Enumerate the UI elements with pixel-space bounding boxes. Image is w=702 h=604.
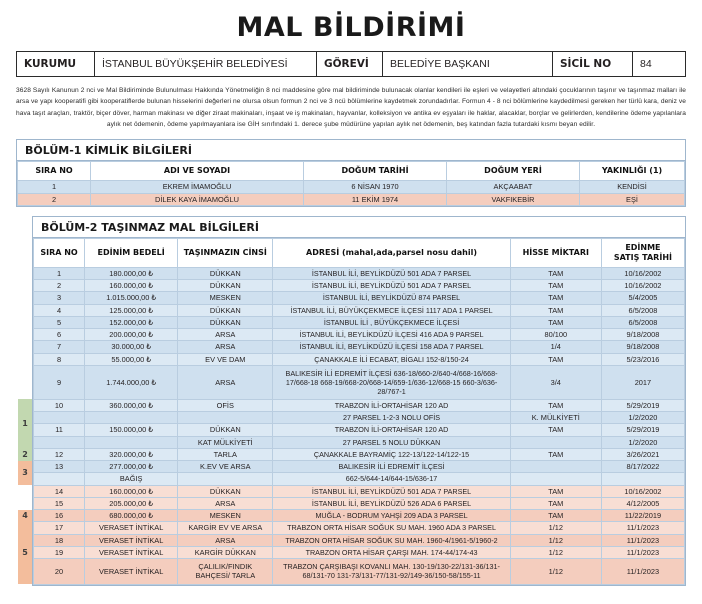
table-row xyxy=(34,304,685,316)
cell-tasinmazin-cinsi: DÜKKAN xyxy=(178,280,273,292)
cell-hisse-miktari: 3/4 xyxy=(510,365,601,399)
group-marker-label: 4 xyxy=(22,511,28,521)
page-title: MAL BİLDİRİMİ xyxy=(236,12,466,43)
kurumu-value: İSTANBUL BÜYÜKŞEHİR BELEDİYESİ xyxy=(95,52,317,76)
cell-hisse-miktari: 1/12 xyxy=(510,522,601,534)
cell-hisse-miktari: 1/4 xyxy=(510,341,601,353)
cell-yakinligi: EŞİ xyxy=(580,193,685,205)
cell-adresi: 27 PARSEL 5 NOLU DÜKKAN xyxy=(273,436,510,448)
group-marker-3 xyxy=(18,461,32,486)
table-row xyxy=(34,412,685,424)
cell-edinme-satis-tarihi: 6/5/2008 xyxy=(601,304,684,316)
table-row xyxy=(34,341,685,353)
cell-edinim-bedeli: 360.000,00 ₺ xyxy=(85,399,178,411)
group-marker-1 xyxy=(18,399,32,448)
cell-tasinmazin-cinsi: DÜKKAN xyxy=(178,304,273,316)
cell-hisse-miktari: TAM xyxy=(510,292,601,304)
cell-edinme-satis-tarihi: 10/16/2002 xyxy=(601,280,684,292)
cell-dogum-tarihi: 11 EKİM 1974 xyxy=(304,193,447,205)
cell-yakinligi: KENDİSİ xyxy=(580,181,685,193)
group-marker-4 xyxy=(18,510,32,522)
cell-hisse-miktari: 1/12 xyxy=(510,559,601,585)
cell-adi-soyadi: EKREM İMAMOĞLU xyxy=(91,181,304,193)
table-row xyxy=(34,534,685,546)
cell-adresi: İSTANBUL İLİ, BEYLİKDÜZÜ 526 ADA 6 PARSEL xyxy=(273,497,510,509)
cell-tasinmazin-cinsi xyxy=(178,473,273,485)
cell-edinim-bedeli: 180.000,00 ₺ xyxy=(85,267,178,279)
group-marker-gutter xyxy=(16,216,32,586)
cell-adresi: İSTANBUL İLİ, BEYLİKDÜZÜ İLÇESİ 158 ADA 7 PARSEL xyxy=(273,341,510,353)
gorevi-label: GÖREVİ xyxy=(317,52,383,76)
column-header-adi-soyadi: ADI VE SOYADI xyxy=(91,162,304,181)
table-row xyxy=(34,280,685,292)
table-row xyxy=(34,546,685,558)
section-2-table xyxy=(33,238,685,585)
table-row xyxy=(34,510,685,522)
group-marker-label: 3 xyxy=(22,468,28,478)
group-marker-5 xyxy=(18,522,32,584)
cell-adresi: 27 PARSEL 1-2-3 NOLU OFİS xyxy=(273,412,510,424)
table-header-row xyxy=(18,162,685,181)
cell-sira-no xyxy=(34,473,85,485)
cell-tasinmazin-cinsi: ARSA xyxy=(178,534,273,546)
cell-tasinmazin-cinsi: OFİS xyxy=(178,399,273,411)
group-marker-label: 5 xyxy=(22,548,28,558)
group-marker-label: 1 xyxy=(22,419,28,429)
edinme-line-2: SATIŞ TARİHİ xyxy=(613,252,672,262)
cell-edinim-bedeli: 680.000,00 ₺ xyxy=(85,510,178,522)
cell-tasinmazin-cinsi: KARGİR DÜKKAN xyxy=(178,546,273,558)
edinme-line-1: EDİNME xyxy=(625,242,661,252)
table-row xyxy=(34,497,685,509)
cell-dogum-tarihi: 6 NİSAN 1970 xyxy=(304,181,447,193)
sicil-no-value: 84 xyxy=(640,58,652,70)
cell-edinim-bedeli: 205.000,00 ₺ xyxy=(85,497,178,509)
cell-hisse-miktari: 80/100 xyxy=(510,329,601,341)
cell-edinim-bedeli: 1.015.000,00 ₺ xyxy=(85,292,178,304)
cell-tasinmazin-cinsi: MESKEN xyxy=(178,510,273,522)
cell-edinme-satis-tarihi: 10/16/2002 xyxy=(601,267,684,279)
cell-dogum-yeri: VAKFIKEBİR xyxy=(447,193,580,205)
cell-tasinmazin-cinsi: KAT MÜLKİYETİ xyxy=(178,436,273,448)
table-row xyxy=(34,448,685,460)
cell-hisse-miktari: TAM xyxy=(510,304,601,316)
section-1-table xyxy=(17,161,685,206)
legal-notice-paragraph: 3628 Sayılı Kanunun 2 nci ve Mal Bildiriminde Bulunulması Hakkında Yönetmeliğin 8 nci maddesine göre mal bildiriminde bulunacak olanlar kendileri ile eşleri ve velayetleri altındaki çocuklarının taşınır ve taşınmaz malları ile arsa ve yapı kooperatifi gibi kooperatiflerde bulunan hisselerini değerleri ne olursa olsun formun 2 nci ve 3 ncü bölümlerine kaydetmek zorundadırlar. Formun 4 - 8 nci bölümlerine kaydedilmesi gereken her türlü kara, deniz ve hava taşıt araçları, traktör, biçer döver, harman makinası ve diğer ziraat makinaları, inşaat ve iş makinaları, hayvanlar, kolleksiyon ve antika ev eşyaları ile haklar, alacaklar, borçlar ve gelirlerden, kendilerine ödeme yapılanlara aylık net ödemenin, ödeme yapılmayanlara ise GİH sınıfındaki 1. derece şube müdürüne yapılan aylık net ödemenin, beş katından fazla tutardaki kısmı beyan edilir. xyxy=(16,87,686,128)
cell-edinim-bedeli: 152.000,00 ₺ xyxy=(85,316,178,328)
cell-edinme-satis-tarihi: 5/4/2005 xyxy=(601,292,684,304)
cell-tasinmazin-cinsi: ARSA xyxy=(178,365,273,399)
cell-hisse-miktari: TAM xyxy=(510,280,601,292)
cell-edinme-satis-tarihi: 4/12/2005 xyxy=(601,497,684,509)
cell-edinim-bedeli: 125.000,00 ₺ xyxy=(85,304,178,316)
cell-edinim-bedeli: VERASET İNTİKAL xyxy=(85,559,178,585)
cell-edinim-bedeli: 160.000,00 ₺ xyxy=(85,485,178,497)
cell-tasinmazin-cinsi: ÇALILIK/FINDIK BAHÇESİ/ TARLA xyxy=(178,559,273,585)
cell-sira-no: 2 xyxy=(18,193,91,205)
column-header-yakinligi: YAKINLIĞI (1) xyxy=(580,162,685,181)
cell-adresi: ÇANAKKALE BAYRAMİÇ 122-13/122-14/122-15 xyxy=(273,448,510,460)
cell-tasinmazin-cinsi xyxy=(178,412,273,424)
cell-hisse-miktari: 1/12 xyxy=(510,546,601,558)
column-header-tasinmazin-cinsi: TAŞINMAZIN CİNSİ xyxy=(178,238,273,267)
group-marker-2 xyxy=(18,448,32,460)
cell-tasinmazin-cinsi: K.EV VE ARSA xyxy=(178,461,273,473)
section-2-property xyxy=(32,216,686,586)
table-row xyxy=(34,365,685,399)
column-header-edinim-bedeli: EDİNİM BEDELİ xyxy=(85,238,178,267)
cell-edinim-bedeli: 160.000,00 ₺ xyxy=(85,280,178,292)
cell-adresi: BALIKESİR İLİ EDREMİT İLÇESİ xyxy=(273,461,510,473)
cell-edinim-bedeli: 150.000,00 ₺ xyxy=(85,424,178,436)
cell-hisse-miktari: TAM xyxy=(510,424,601,436)
cell-hisse-miktari: 1/12 xyxy=(510,534,601,546)
cell-tasinmazin-cinsi: TARLA xyxy=(178,448,273,460)
cell-edinme-satis-tarihi: 3/26/2021 xyxy=(601,448,684,460)
cell-edinim-bedeli: 320.000,00 ₺ xyxy=(85,448,178,460)
cell-adresi: TRABZON ÇARŞIBAŞI KOVANLI MAH. 130-19/130-22/131-36/131-68/131-70 131-73/131-77/131-92/149-36/150-58/155-11 xyxy=(273,559,510,585)
cell-tasinmazin-cinsi: DÜKKAN xyxy=(178,424,273,436)
cell-edinme-satis-tarihi: 2017 xyxy=(601,365,684,399)
group-marker-label: 2 xyxy=(22,449,28,459)
cell-sira-no: 12 xyxy=(34,448,85,460)
cell-sira-no: 2 xyxy=(34,280,85,292)
sicil-no-label: SİCİL NO xyxy=(553,52,633,76)
table-row xyxy=(18,193,685,205)
table-row xyxy=(34,461,685,473)
cell-adresi: İSTANBUL İLİ, BEYLİKDÜZÜ 501 ADA 7 PARSEL xyxy=(273,267,510,279)
cell-adresi: TRABZON İLİ-ORTAHİSAR 120 AD xyxy=(273,424,510,436)
cell-edinim-bedeli: 55.000,00 ₺ xyxy=(85,353,178,365)
cell-tasinmazin-cinsi: DÜKKAN xyxy=(178,267,273,279)
table-row xyxy=(34,436,685,448)
cell-tasinmazin-cinsi: ARSA xyxy=(178,497,273,509)
column-header-hisse-miktari: HİSSE MİKTARI xyxy=(510,238,601,267)
cell-tasinmazin-cinsi: DÜKKAN xyxy=(178,316,273,328)
cell-adresi: İSTANBUL İLİ, BEYLİKDÜZÜ 501 ADA 7 PARSEL xyxy=(273,485,510,497)
cell-adresi: İSTANBUL İLİ, BEYLİKDÜZÜ 874 PARSEL xyxy=(273,292,510,304)
cell-sira-no: 10 xyxy=(34,399,85,411)
table-row xyxy=(34,485,685,497)
cell-sira-no: 13 xyxy=(34,461,85,473)
cell-edinim-bedeli: BAĞIŞ xyxy=(85,473,178,485)
cell-sira-no: 14 xyxy=(34,485,85,497)
cell-edinme-satis-tarihi: 11/22/2019 xyxy=(601,510,684,522)
cell-edinme-satis-tarihi: 5/23/2016 xyxy=(601,353,684,365)
cell-sira-no: 11 xyxy=(34,424,85,436)
table-row xyxy=(34,267,685,279)
cell-adresi: İSTANBUL İLİ, BEYLİKDÜZÜ 501 ADA 7 PARSEL xyxy=(273,280,510,292)
cell-tasinmazin-cinsi: MESKEN xyxy=(178,292,273,304)
table-row xyxy=(34,329,685,341)
cell-hisse-miktari: TAM xyxy=(510,353,601,365)
cell-edinim-bedeli: 277.000,00 ₺ xyxy=(85,461,178,473)
cell-sira-no: 18 xyxy=(34,534,85,546)
identity-strip xyxy=(16,51,686,77)
cell-hisse-miktari: TAM xyxy=(510,510,601,522)
cell-sira-no: 1 xyxy=(18,181,91,193)
cell-edinim-bedeli: VERASET İNTİKAL xyxy=(85,546,178,558)
cell-sira-no: 7 xyxy=(34,341,85,353)
cell-hisse-miktari: TAM xyxy=(510,497,601,509)
cell-edinme-satis-tarihi: 1/2/2020 xyxy=(601,412,684,424)
cell-edinim-bedeli: VERASET İNTİKAL xyxy=(85,522,178,534)
section-1-identity xyxy=(16,139,686,207)
cell-sira-no: 3 xyxy=(34,292,85,304)
table-row xyxy=(34,353,685,365)
cell-sira-no: 6 xyxy=(34,329,85,341)
cell-adi-soyadi: DİLEK KAYA İMAMOĞLU xyxy=(91,193,304,205)
cell-hisse-miktari: TAM xyxy=(510,485,601,497)
table-row xyxy=(34,473,685,485)
kurumu-label: KURUMU xyxy=(17,52,95,76)
cell-sira-no: 19 xyxy=(34,546,85,558)
cell-hisse-miktari xyxy=(510,461,601,473)
cell-adresi: İSTANBUL İLİ, BEYLİKDÜZÜ İLÇESİ 416 ADA 9 PARSEL xyxy=(273,329,510,341)
cell-edinme-satis-tarihi: 11/1/2023 xyxy=(601,522,684,534)
cell-edinme-satis-tarihi: 11/1/2023 xyxy=(601,559,684,585)
cell-hisse-miktari xyxy=(510,436,601,448)
cell-tasinmazin-cinsi: KARGİR EV VE ARSA xyxy=(178,522,273,534)
column-header-dogum-tarihi: DOĞUM TARİHİ xyxy=(304,162,447,181)
cell-edinim-bedeli xyxy=(85,412,178,424)
cell-edinme-satis-tarihi: 1/2/2020 xyxy=(601,436,684,448)
column-header-edinme-satis-tarihi xyxy=(601,238,684,267)
cell-edinme-satis-tarihi: 9/18/2008 xyxy=(601,341,684,353)
cell-sira-no: 15 xyxy=(34,497,85,509)
gorevi-value: BELEDİYE BAŞKANI xyxy=(383,52,553,76)
cell-edinme-satis-tarihi: 8/17/2022 xyxy=(601,461,684,473)
cell-hisse-miktari: TAM xyxy=(510,448,601,460)
table-row xyxy=(18,181,685,193)
table-row xyxy=(34,292,685,304)
table-row xyxy=(34,399,685,411)
column-header-adresi: ADRESİ (mahal,ada,parsel nosu dahil) xyxy=(273,238,510,267)
cell-sira-no: 8 xyxy=(34,353,85,365)
cell-edinme-satis-tarihi: 10/16/2002 xyxy=(601,485,684,497)
cell-edinme-satis-tarihi: 11/1/2023 xyxy=(601,546,684,558)
cell-edinim-bedeli: VERASET İNTİKAL xyxy=(85,534,178,546)
cell-sira-no xyxy=(34,412,85,424)
cell-adresi: TRABZON ORTA HİSAR SOĞUK SU MAH. 1960 ADA 3 PARSEL xyxy=(273,522,510,534)
table-row xyxy=(34,424,685,436)
section-1-title: BÖLÜM-1 KİMLİK BİLGİLERİ xyxy=(17,140,685,161)
cell-edinim-bedeli: 1.744.000,00 ₺ xyxy=(85,365,178,399)
cell-sira-no: 9 xyxy=(34,365,85,399)
cell-adresi: 662-5/644-14/644-15/636-17 xyxy=(273,473,510,485)
cell-edinme-satis-tarihi: 5/29/2019 xyxy=(601,399,684,411)
table-row xyxy=(34,316,685,328)
cell-hisse-miktari xyxy=(510,473,601,485)
cell-sira-no: 5 xyxy=(34,316,85,328)
cell-tasinmazin-cinsi: DÜKKAN xyxy=(178,485,273,497)
column-header-dogum-yeri: DOĞUM YERİ xyxy=(447,162,580,181)
cell-adresi: BALIKESİR İLİ EDREMİT İLÇESİ 636-18/660-2/640-4/668-16/668-17/668-18 668-19/668-20/668-14/659-1/636-12/668-15 660-3/636-28/767-1 xyxy=(273,365,510,399)
cell-hisse-miktari: TAM xyxy=(510,316,601,328)
cell-edinim-bedeli xyxy=(85,436,178,448)
cell-sira-no: 1 xyxy=(34,267,85,279)
cell-edinme-satis-tarihi: 11/1/2023 xyxy=(601,534,684,546)
cell-dogum-yeri: AKÇAABAT xyxy=(447,181,580,193)
cell-sira-no: 17 xyxy=(34,522,85,534)
cell-edinme-satis-tarihi: 5/29/2019 xyxy=(601,424,684,436)
cell-edinim-bedeli: 200.000,00 ₺ xyxy=(85,329,178,341)
column-header-sira-no: SIRA NO xyxy=(18,162,91,181)
cell-sira-no: 4 xyxy=(34,304,85,316)
table-header-row xyxy=(34,238,685,267)
cell-hisse-miktari: TAM xyxy=(510,399,601,411)
section-2-title: BÖLÜM-2 TAŞINMAZ MAL BİLGİLERİ xyxy=(33,217,685,238)
cell-adresi: MUĞLA - BODRUM YAHŞİ 209 ADA 3 PARSEL xyxy=(273,510,510,522)
cell-adresi: ÇANAKKALE İLİ ECABAT, BİGALI 152-8/150-24 xyxy=(273,353,510,365)
cell-adresi: İSTANBUL İLİ , BÜYÜKÇEKMECE İLÇESİ xyxy=(273,316,510,328)
cell-sira-no: 20 xyxy=(34,559,85,585)
cell-tasinmazin-cinsi: ARSA xyxy=(178,341,273,353)
section-2-wrapper xyxy=(0,216,702,586)
cell-tasinmazin-cinsi: EV VE DAM xyxy=(178,353,273,365)
cell-edinme-satis-tarihi: 6/5/2008 xyxy=(601,316,684,328)
cell-adresi: İSTANBUL İLİ, BÜYÜKÇEKMECE İLÇESİ 1117 ADA 1 PARSEL xyxy=(273,304,510,316)
cell-adresi: TRABZON İLİ-ORTAHİSAR 120 AD xyxy=(273,399,510,411)
cell-hisse-miktari: K. MÜLKİYETİ xyxy=(510,412,601,424)
table-row xyxy=(34,559,685,585)
cell-edinme-satis-tarihi xyxy=(601,473,684,485)
cell-adresi: TRABZON ORTA HİSAR ÇARŞI MAH. 174-44/174-43 xyxy=(273,546,510,558)
cell-sira-no xyxy=(34,436,85,448)
cell-tasinmazin-cinsi: ARSA xyxy=(178,329,273,341)
table-row xyxy=(34,522,685,534)
cell-edinme-satis-tarihi: 9/18/2008 xyxy=(601,329,684,341)
cell-edinim-bedeli: 30.000,00 ₺ xyxy=(85,341,178,353)
column-header-sira-no: SIRA NO xyxy=(34,238,85,267)
cell-hisse-miktari: TAM xyxy=(510,267,601,279)
cell-adresi: TRABZON ORTA HİSAR SOĞUK SU MAH. 1960-4/1961-5/1960-2 xyxy=(273,534,510,546)
cell-sira-no: 16 xyxy=(34,510,85,522)
